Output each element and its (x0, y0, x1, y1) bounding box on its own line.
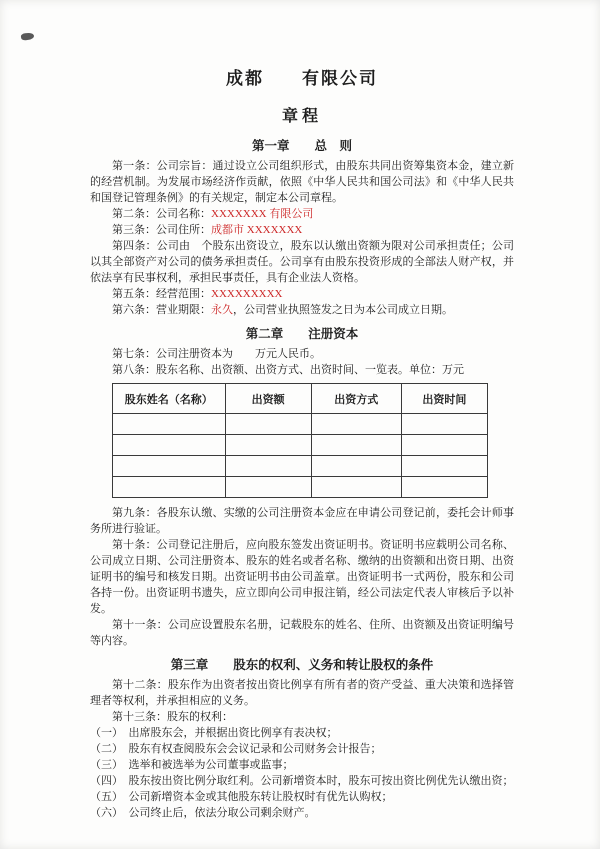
table-cell (311, 456, 401, 477)
table-row (113, 435, 488, 456)
table-cell (113, 456, 226, 477)
article-8: 第八条：股东名称、出资额、出资方式、出资时间、一览表。单位：万元 (112, 364, 464, 376)
article-4: 第四条：公司由 个股东出资设立，股东以认缴出资额为限对公司承担责任；公司以其全部资产对公司的债务承担责任。公司享有由股东投资形成的全部法人财产权，并依法享有民事权利，承担民事责任，具有企业法人资格。 (90, 240, 514, 284)
table-header-capital-amount: 出资额 (225, 384, 311, 414)
table-cell (225, 435, 311, 456)
rights-item-2: （二） 股东有权查阅股东会会议记录和公司财务会计报告； (90, 743, 382, 755)
rights-item-1: （一） 出席股东会，并根据出资比例享有表决权； (90, 727, 338, 739)
article-1: 第一条：公司宗旨：通过设立公司组织形式，由股东共同出资筹集资本金，建立新的经营机制。为发展市场经济作贡献，依照《中华人民共和国公司法》和《中华人民共和国登记管理条例》的有关规定，制定本公司章程。 (90, 160, 514, 204)
table-row (113, 456, 488, 477)
table-cell (113, 435, 226, 456)
article-3-value: 成都市 XXXXXXX (211, 224, 303, 236)
article-12: 第十二条：股东作为出资者按出资比例享有所有者的资产受益、重大决策和选择管理者等权利，并承担相应的义务。 (90, 679, 514, 707)
table-cell (401, 477, 487, 498)
article-5-label: 第五条：经营范围： (112, 288, 211, 300)
table-cell (401, 456, 487, 477)
article-5 (90, 286, 514, 302)
rights-item-6: （六） 公司终止后，依法分取公司剩余财产。 (90, 807, 316, 819)
article-6-label: 第六条：营业期限： (112, 304, 211, 316)
chapter-2-heading: 第二章 注册资本 (245, 327, 359, 341)
article-6-rest: ，公司营业执照签发之日为本公司成立日期。 (233, 304, 453, 316)
company-title: 成都 有限公司 (226, 69, 378, 88)
table-cell (113, 477, 226, 498)
table-cell (225, 477, 311, 498)
article-2 (90, 206, 514, 222)
table-cell (113, 414, 226, 435)
article-7: 第七条：公司注册资本为 万元人民币。 (112, 348, 321, 360)
document-subtitle: 章程 (281, 108, 322, 125)
article-3-label: 第三条：公司住所： (112, 224, 211, 236)
shareholder-capital-table (112, 383, 488, 498)
rights-item-4: （四） 股东按出资比例分取红利。公司新增资本时，股东可按出资比例优先认缴出资； (90, 775, 514, 787)
article-13: 第十三条：股东的权利： (112, 711, 233, 723)
article-2-value: XXXXXXX 有限公司 (211, 208, 314, 220)
article-10: 第十条：公司登记注册后，应向股东签发出资证明书。资证明书应载明公司名称、公司成立日期、公司注册资本、股东的姓名或者名称、缴纳的出资额和出资日期、出资证明书的编号和核发日期。出资证明书由公司盖章。出资证明书一式两份，股东和公司各持一份。出资证明书遗失，应立即向公司申报注销，经公司法定代表人审核后予以补发。 (90, 539, 514, 615)
table-cell (311, 477, 401, 498)
table-row (113, 477, 488, 498)
article-6-value: 永久 (211, 304, 233, 316)
article-9: 第九条：各股东认缴、实缴的公司注册资本金应在申请公司登记前，委托会计师事务所进行验证。 (90, 507, 514, 535)
article-5-value: XXXXXXXXX (211, 288, 283, 300)
table-header-capital-method: 出资方式 (311, 384, 401, 414)
table-cell (311, 414, 401, 435)
table-header-shareholder-name: 股东姓名（名称） (113, 384, 226, 414)
table-header-row (113, 384, 488, 414)
article-11: 第十一条：公司应设置股东名册，记载股东的姓名、住所、出资额及出资证明编号等内容。 (90, 619, 514, 647)
table-cell (401, 414, 487, 435)
table-row (113, 414, 488, 435)
scan-smudge-mark (21, 32, 35, 41)
chapter-1-heading: 第一章 总 则 (251, 139, 352, 153)
rights-item-5: （五） 公司新增资本金或其他股东转让股权时有优先认购权； (90, 791, 393, 803)
table-cell (311, 435, 401, 456)
table-cell (225, 456, 311, 477)
article-2-label: 第二条：公司名称： (112, 208, 211, 220)
table-cell (225, 414, 311, 435)
rights-item-3: （三） 选举和被选举为公司董事或监事； (90, 759, 294, 771)
table-header-capital-time: 出资时间 (401, 384, 487, 414)
article-6 (90, 302, 514, 318)
chapter-3-heading: 第三章 股东的权利、义务和转让股权的条件 (170, 658, 434, 672)
article-3 (90, 222, 514, 238)
table-cell (401, 435, 487, 456)
